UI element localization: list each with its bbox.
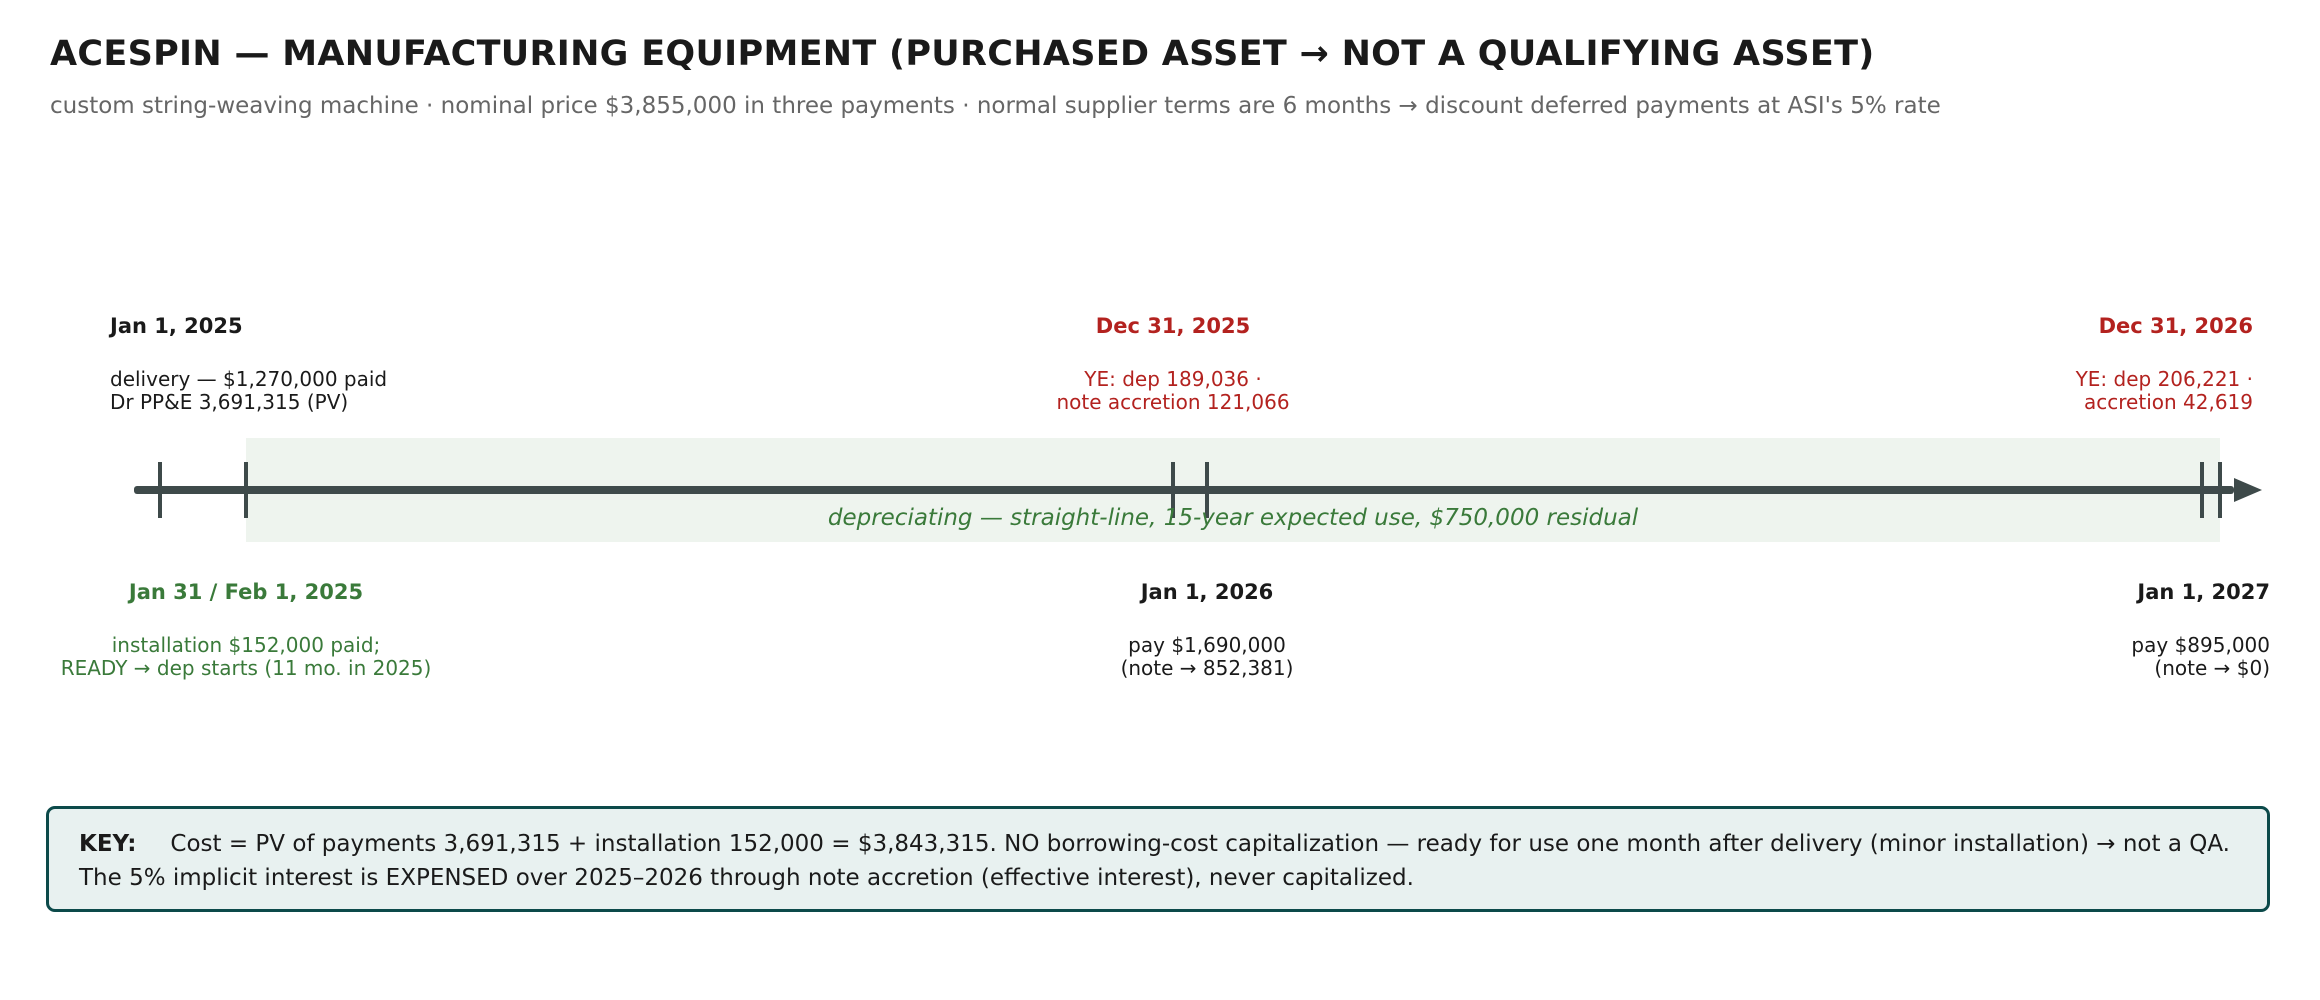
- depreciation-label: depreciating — straight-line, 15-year expected use, $750,000 residual: [827, 505, 1639, 531]
- event-payment-2026-desc: pay $1,690,000 (note → 852,381): [1120, 633, 1294, 680]
- event-payment-2027-date: Jan 1, 2027: [2137, 580, 2270, 604]
- key-text: Cost = PV of payments 3,691,315 + installation 152,000 = $3,843,315. NO borrowing-cost capitalization — ready for use one month after delivery (minor installation) → not a QA. The 5% implicit interest is EXPENSED over 2025–2026 through note accretion (effective interest), never capitalized.: [79, 831, 2230, 891]
- timeline-axis: [134, 486, 2234, 494]
- event-delivery-date: Jan 1, 2025: [110, 314, 243, 338]
- event-ye-2025-desc: YE: dep 189,036 · note accretion 121,066: [1056, 367, 1290, 414]
- event-ye-2026-date: Dec 31, 2026: [2098, 314, 2253, 338]
- event-delivery-desc: delivery — $1,270,000 paid Dr PP&E 3,691,315 (PV): [110, 367, 388, 414]
- tick-jan-1-2025: [158, 462, 162, 518]
- event-installation-desc: installation $152,000 paid; READY → dep starts (11 mo. in 2025): [60, 633, 432, 680]
- event-ye-2025-date: Dec 31, 2025: [1095, 314, 1251, 338]
- key-callout: [46, 806, 2270, 912]
- key-label: KEY:: [79, 831, 137, 857]
- event-payment-2027-desc: pay $895,000 (note → $0): [2131, 633, 2270, 680]
- page-title: ACESPIN — MANUFACTURING EQUIPMENT (PURCHASED ASSET → NOT A QUALIFYING ASSET): [50, 34, 1875, 74]
- event-ye-2026-desc: YE: dep 206,221 · accretion 42,619: [2075, 367, 2253, 414]
- event-installation-date: Jan 31 / Feb 1, 2025: [128, 580, 364, 604]
- event-payment-2026-date: Jan 1, 2026: [1140, 580, 1274, 604]
- arrow-right-icon: [2234, 478, 2262, 502]
- page-subtitle: custom string-weaving machine · nominal price $3,855,000 in three payments · normal supplier terms are 6 months → discount deferred payments at ASI's 5% rate: [50, 93, 1941, 119]
